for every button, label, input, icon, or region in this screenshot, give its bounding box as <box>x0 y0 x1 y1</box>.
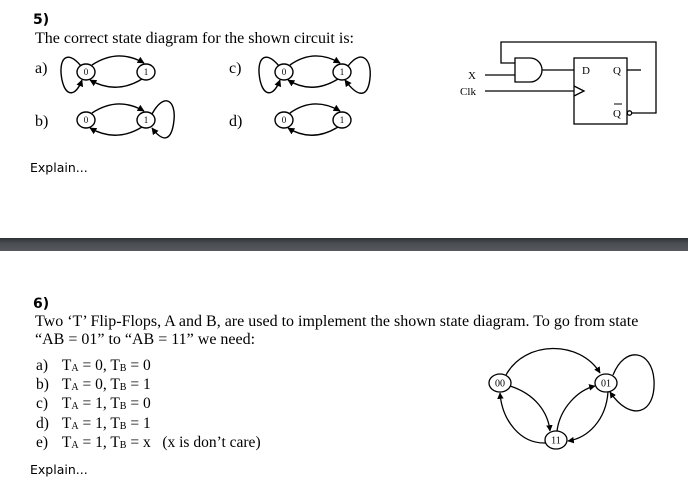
q6-state-diagram <box>470 340 680 480</box>
q6-option-d: d) $T_A = 1$, $T_B = 1$ <box>36 414 151 432</box>
q6-option-b: b) $T_A = 0$, $T_B = 1$ <box>36 376 151 394</box>
question-6-number: 6) <box>33 296 50 312</box>
ff-d-label: D <box>582 65 590 77</box>
question-6-prompt-line1: Two ‘T’ Flip-Flops, A and B, are used to implement the shown state diagram. To go from state <box>35 313 639 330</box>
q5-option-b-label: b) <box>35 113 49 130</box>
q6-option-e: e) $T_A = 1$, $T_B = x$ (x is don’t care) <box>36 433 261 451</box>
q5-option-a-label: a) <box>35 60 48 77</box>
state-label: 1 <box>143 67 149 77</box>
state-label: 0 <box>281 115 287 125</box>
q5-state-diagrams <box>0 0 688 240</box>
diagram-c <box>259 56 370 93</box>
q5-option-c-label: c) <box>229 60 242 77</box>
page-separator <box>0 238 688 251</box>
ff-q-label: Q <box>613 65 621 77</box>
question-6-prompt-line2: “AB = 01” to “AB = 11” we need: <box>35 331 256 348</box>
diagram-b <box>77 101 174 138</box>
state-11-label: 11 <box>551 435 561 447</box>
ff-qbar-label: Q <box>613 108 621 120</box>
question-5-prompt: The correct state diagram for the shown circuit is: <box>35 30 354 47</box>
state-label: 1 <box>339 115 345 125</box>
state-01-label: 01 <box>601 378 611 390</box>
state-label: 1 <box>143 115 149 125</box>
question-5-explain: Explain... <box>30 160 88 175</box>
q6-options <box>36 358 261 454</box>
state-label: 0 <box>281 67 287 77</box>
circuit-diagram <box>485 42 656 124</box>
diagram-a <box>61 56 155 93</box>
q5-option-d-label: d) <box>229 113 243 130</box>
question-5-number: 5) <box>33 12 50 28</box>
state-label: 1 <box>339 67 345 77</box>
state-label: 0 <box>83 67 89 77</box>
state-00-label: 00 <box>495 378 505 390</box>
input-clk-label: Clk <box>460 86 476 98</box>
input-x-label: X <box>468 70 476 82</box>
q6-option-c: c) $T_A = 1$, $T_B = 0$ <box>36 395 151 413</box>
q6-option-a: a) $T_A = 0$, $T_B = 0$ <box>36 357 151 374</box>
question-6-explain: Explain... <box>30 462 88 477</box>
state-label: 0 <box>83 115 89 125</box>
